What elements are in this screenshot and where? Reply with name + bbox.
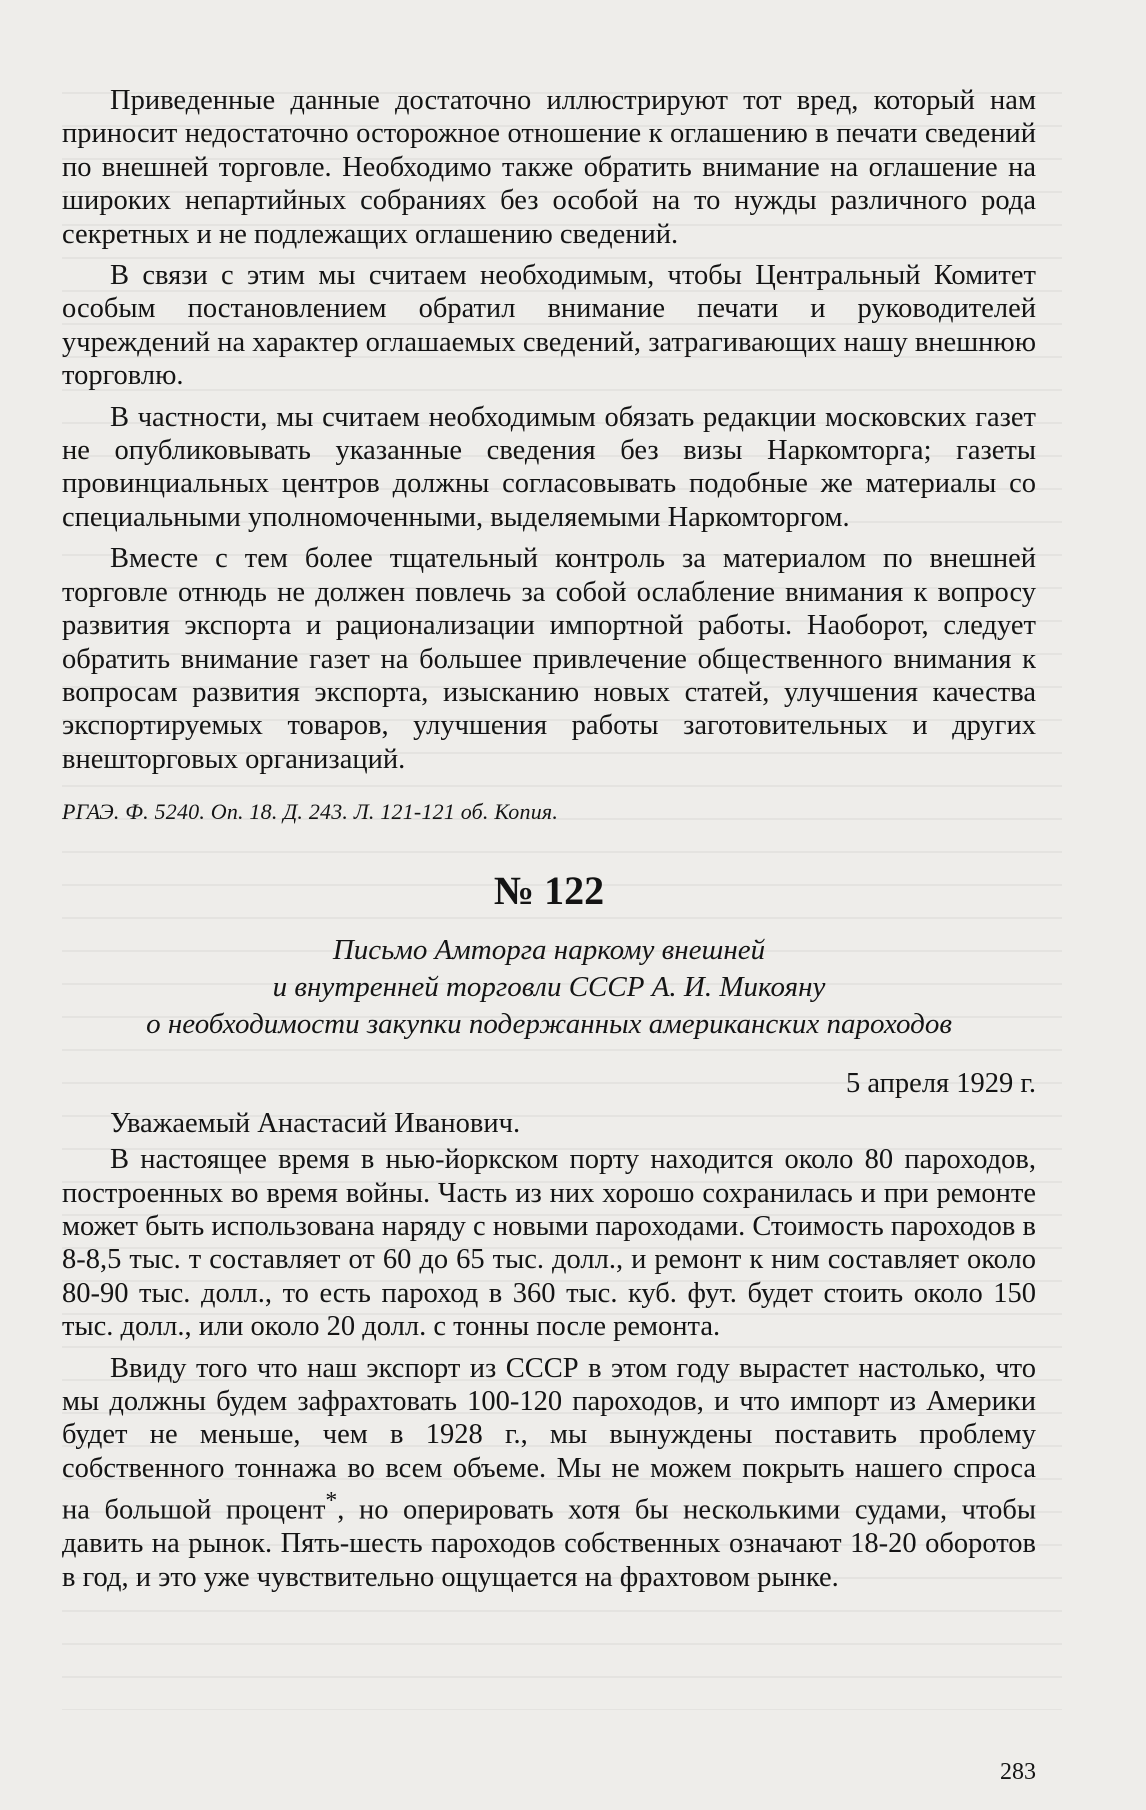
footnote-mark: *: [325, 1488, 338, 1515]
paragraph: В связи с этим мы считаем необходимым, чтобы Центральный Комитет особым постановлением обратил внимание печати и руководителей учреждений на характер оглашаемых сведений, затрагивающих нашу внешнюю торговлю.: [62, 260, 1036, 392]
paragraph: [62, 1352, 1036, 1594]
paragraph: Приведенные данные достаточно иллюстрируют тот вред, который нам приносит недостаточно осторожное отношение к оглашению в печати сведений по внешней торговле. Необходимо также обратить внимание на оглашение на широких непартийных собраниях без особой на то нужды различного рода секретных и не подлежащих оглашению сведений.: [62, 85, 1036, 250]
document-title-line: и внутренней торговли СССР А. И. Микояну: [272, 971, 826, 1004]
paragraph-text: Ввиду того что наш экспорт из СССР в этом году вырастет настолько, что мы должны будем зафрахтовать 100-120 пароходов, и что импорт из Америки будет не меньше, чем в 1928 г., мы вынуждены поставить проблему собственного тоннажа во всем объеме. Мы не можем покрыть нашего спроса на большой процент: [62, 1352, 1036, 1526]
text-column: [62, 84, 1036, 1594]
page-number: 283: [1000, 1759, 1036, 1785]
document-title: [62, 932, 1036, 1043]
document-date: 5 апреля 1929 г.: [846, 1068, 1036, 1100]
paragraph: В частности, мы считаем необходимым обязать редакции московских газет не опубликовывать указанные сведения без визы Наркомторга; газеты провинциальных центров должны согласовывать подобные же материалы со специальными уполномоченными, выделяемыми Наркомторгом.: [62, 401, 1036, 533]
document-title-line: о необходимости закупки подержанных американских пароходов: [146, 1008, 952, 1041]
paragraph: Вместе с тем более тщательный контроль за материалом по внешней торговле отнюдь не должен повлечь за собой ослабление внимания к вопросу развития экспорта и рационализации импортной работы. Наоборот, следует обратить внимание газет на большее привлечение общественного внимания к вопросам развития экспорта, изысканию новых статей, улучшения качества экспортируемых товаров, улучшения работы заготовительных и других внешторговых организаций.: [62, 543, 1036, 775]
letter-salutation: Уважаемый Анастасий Иванович.: [110, 1108, 521, 1140]
document-number: № 122: [493, 868, 605, 914]
paragraph-text: , но оперировать хотя бы несколькими судами, чтобы давить на рынок. Пять-шесть пароходов собственных означают 18-20 оборотов в год, и это уже чувствительно ощущается на фрахтовом рынке.: [62, 1494, 1036, 1593]
document-title-line: Письмо Амторга наркому внешней: [332, 934, 766, 967]
paragraph: В настоящее время в нью-йоркском порту находится около 80 пароходов, построенных во время войны. Часть из них хорошо сохранилась и при ремонте может быть использована наряду с новыми пароходами. Стоимость пароходов в 8-8,5 тыс. т составляет от 60 до 65 тыс. долл., и ремонт к ним составляет около 80-90 тыс. долл., то есть пароход в 360 тыс. куб. фут. будет стоить около 150 тыс. долл., или около 20 долл. с тонны после ремонта.: [62, 1144, 1036, 1343]
archive-source-note: РГАЭ. Ф. 5240. Оп. 18. Д. 243. Л. 121-121 об. Копия.: [62, 799, 559, 825]
letter-body: [62, 1143, 1036, 1594]
